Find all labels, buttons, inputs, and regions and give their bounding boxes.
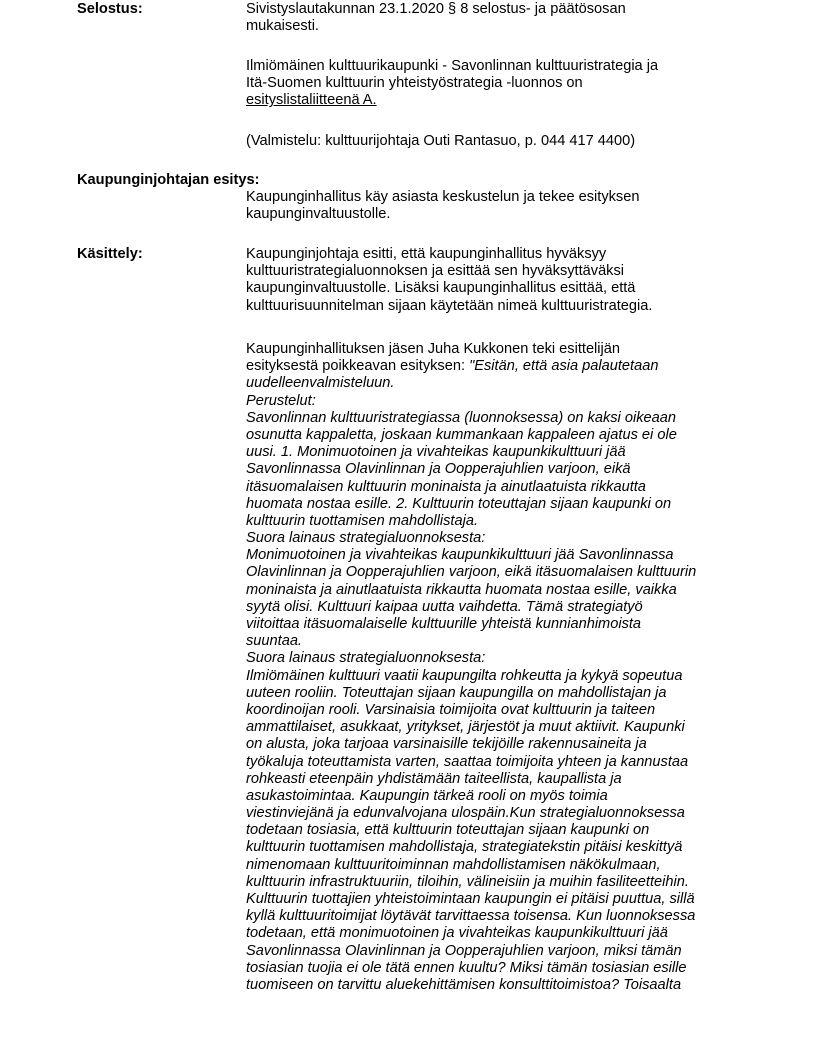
selostus-paragraph-1-line: mukaisesti.: [246, 18, 319, 35]
proposal-quote-line: suuntaa.: [246, 633, 302, 650]
esitys-paragraph: [246, 189, 766, 223]
proposal-quote-line: koordinoijan rooli. Varsinaisia toimijoita ovat kulttuurin ja taiteen: [246, 701, 656, 718]
kasittely-paragraph-2-line: Kaupunginhallituksen jäsen Juha Kukkonen teki esittelijän: [246, 341, 621, 357]
kasittely-paragraph-1-line: kaupunginvaltuustolle. Lisäksi kaupunginhallitus esittää, että: [246, 280, 636, 297]
selostus-paragraph-3: [246, 133, 766, 150]
valmistelu-note: (Valmistelu: kulttuurijohtaja Outi Rantasuo, p. 044 417 4400): [246, 133, 636, 149]
esitys-label: Kaupunginjohtajan esitys:: [77, 172, 260, 188]
kasittely-paragraph-1-line: Kaupunginjohtaja esitti, että kaupunginhallitus hyväksyy: [246, 246, 607, 262]
proposal-quote-line: uudelleenvalmisteluun.: [246, 375, 395, 392]
kasittely-paragraph-1: [246, 246, 766, 315]
selostus-paragraph-2-line: Itä-Suomen kulttuurin yhteistyöstrategia -luonnos on: [246, 75, 583, 92]
proposal-quote-line: huomata nostaa esille. 2. Kulttuurin toteuttajan sijaan kaupunki on: [246, 495, 672, 512]
proposal-quote-line: Kulttuurin tuottajien yhteistoimintaan kaupungin ei pitäisi puuttua, sillä: [246, 891, 695, 907]
proposal-quote-line: uusi. 1. Monimuotoinen ja vivahteikas kaupunkikulttuuri jää: [246, 444, 626, 461]
proposal-quote-line: Perustelut:: [246, 392, 316, 409]
proposal-intro-text: esityksestä poikkeavan esityksen:: [246, 358, 470, 375]
proposal-quote-line: Savonlinnassa Olavinlinnan ja Oopperajuhlien varjoon, miksi tämän: [246, 942, 682, 959]
selostus-paragraph-1: [246, 1, 766, 35]
selostus-paragraph-2-line: Ilmiömäinen kulttuurikaupunki - Savonlinnan kulttuuristrategia ja: [246, 58, 659, 74]
proposal-quote-line: nimenomaan kulttuuritoiminnan mahdollistamisen näkökulmaan,: [246, 856, 661, 873]
kasittely-paragraph-2: [246, 341, 766, 994]
proposal-quote-line: kulttuurin tuottamisen mahdollistaja, strategiatekstin pitäisi keskittyä: [246, 839, 683, 856]
proposal-quote-line: Olavinlinnan ja Oopperajuhlien varjoon, eikä itäsuomalaisen kulttuurin: [246, 564, 697, 581]
proposal-quote-line: Suora lainaus strategialuonnoksesta:: [246, 530, 486, 547]
kasittely-paragraph-2-line: [246, 358, 766, 375]
proposal-quote-start: "Esitän, että asia palautetaan: [469, 358, 659, 375]
proposal-quote-line: uuteen rooliin. Toteuttajan sijaan kaupungilla on mahdollistajan ja: [246, 684, 667, 701]
proposal-quote-line: todetaan, että monimuotoinen ja vivahteikas kaupunkikulttuuri jää: [246, 925, 668, 942]
proposal-quote-line: Monimuotoinen ja vivahteikas kaupunkikulttuuri jää Savonlinnassa: [246, 547, 674, 564]
proposal-quote-line: Savonlinnassa Olavinlinnan ja Oopperajuhlien varjoon, eikä: [246, 461, 631, 478]
esitys-line: Kaupunginhallitus käy asiasta keskustelun ja tekee esityksen: [246, 189, 640, 205]
selostus-paragraph-2: [246, 58, 766, 110]
proposal-quote-body: [246, 375, 766, 994]
proposal-quote-line: kyllä kulttuuritoimijat löytävät tarvittaessa toisensa. Kun luonnoksessa: [246, 908, 696, 925]
attachment-link[interactable]: esityslistaliitteenä A.: [246, 92, 377, 109]
proposal-quote-line: asukastoimintaa. Kaupungin tärkeä rooli on myös toimia: [246, 787, 608, 804]
proposal-quote-line: Ilmiömäinen kulttuuri vaatii kaupungilta rohkeutta ja kykyä sopeutua: [246, 667, 683, 684]
proposal-quote-line: työkaluja toteuttamista varten, saattaa toimijoita yhteen ja kannustaa: [246, 753, 689, 770]
proposal-quote-line: rohkeasti eteenpäin yhdistämään taiteellista, kaupallista ja: [246, 770, 622, 787]
proposal-quote-line: Savonlinnan kulttuuristrategiassa (luonnoksessa) on kaksi oikeaan: [246, 409, 676, 426]
kasittely-label: Käsittely:: [77, 246, 143, 262]
proposal-quote-line: tosiasian tuojia ei ole tätä ennen kuultu? Miksi tämän tosiasian esille: [246, 959, 687, 976]
proposal-quote-line: viitoittaa itäsuomalaiselle kulttuurille yhteistä kunnianhimoista: [246, 616, 642, 632]
proposal-quote-line: kulttuurin infrastruktuuriin, tiloihin, välineisiin ja muihin fasiliteetteihin.: [246, 873, 689, 890]
proposal-quote-line: viestinviejänä ja edunvalvojana ulospäin.Kun strategialuonnoksessa: [246, 805, 685, 822]
proposal-quote-line: moninaista ja ainutlaatuista rikkautta huomata nostaa esille, vaikka: [246, 581, 677, 598]
proposal-quote-line: syytä olisi. Kulttuuri kaipaa uutta vaihdetta. Tämä strategiatyö: [246, 598, 643, 615]
proposal-quote-line: kulttuurin tuottamisen mahdollistaja.: [246, 512, 478, 529]
esitys-line: kaupunginvaltuustolle.: [246, 206, 391, 223]
proposal-quote-line: on alusta, joka tarjoaa varsinaisille tekijöille rakennusaineita ja: [246, 736, 647, 753]
proposal-quote-line: itäsuomalaisen kulttuurin moninaista ja ainutlaatuista rikkautta: [246, 478, 646, 495]
selostus-label: Selostus:: [77, 1, 143, 17]
proposal-quote-line: tuomiseen on tarvittu aluekehittämisen konsulttitoimistoa? Toisaalta: [246, 976, 682, 993]
proposal-quote-line: todetaan tosiasia, että kulttuurin toteuttajan sijaan kaupunki on: [246, 822, 650, 839]
kasittely-paragraph-1-line: kulttuuristrategialuonnoksen ja esittää sen hyväksyttäväksi: [246, 263, 625, 280]
selostus-paragraph-1-line: Sivistyslautakunnan 23.1.2020 § 8 selostus- ja päätösosan: [246, 1, 626, 17]
kasittely-paragraph-1-line: kulttuurisuunnitelman sijaan käytetään nimeä kulttuuristrategia.: [246, 297, 653, 314]
proposal-quote-line: ammattilaiset, asukkaat, yritykset, järjestöt ja muut aktiivit. Kaupunki: [246, 719, 685, 736]
proposal-quote-line: Suora lainaus strategialuonnoksesta:: [246, 650, 486, 667]
proposal-quote-line: osunutta kappaletta, joskaan kummankaan kappaleen ajatus ei ole: [246, 426, 677, 443]
